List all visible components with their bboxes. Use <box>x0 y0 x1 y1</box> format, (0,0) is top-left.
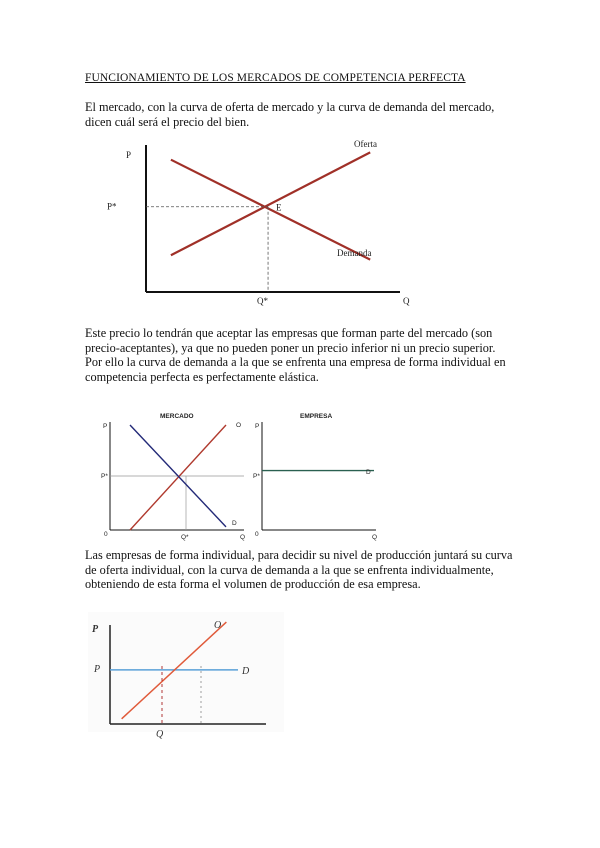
price-label: P* <box>253 473 260 480</box>
supply-label: O <box>214 620 222 631</box>
price-label: P <box>94 664 101 675</box>
page-title: FUNCIONAMIENTO DE LOS MERCADOS DE COMPETENCIA PERFECTA <box>85 72 466 84</box>
empresa-title: EMPRESA <box>300 413 333 420</box>
origin-label: 0 <box>255 531 259 538</box>
x-axis-label: Q <box>240 534 246 541</box>
demand-label: D <box>242 666 250 677</box>
y-axis-label: P <box>255 423 260 430</box>
demand-label: D <box>366 469 371 476</box>
demand-label: D <box>232 520 237 527</box>
equilibrium-price-label: P* <box>107 201 117 212</box>
paragraph-3: Las empresas de forma individual, para decidir su nivel de producción juntará su curva de oferta individual, con la curva de demanda a la que se enfrenta individualmente, obteniendo de esta forma el volumen de producción de esa empresa. <box>85 548 513 592</box>
quantity-label: Q <box>156 729 164 740</box>
origin-label: 0 <box>104 531 108 538</box>
chart-background <box>88 612 284 732</box>
y-axis-label: P <box>103 423 108 430</box>
y-axis-label: P <box>126 150 132 160</box>
demand-label: Demanda <box>337 248 372 258</box>
x-axis-label: Q <box>403 296 410 306</box>
paragraph-2: Este precio lo tendrán que aceptar las empresas que forman parte del mercado (son precio-aceptantes), ya que no pueden poner un precio inferior ni un precio superior. Por ello la curva de demanda a la que se enfrenta una empresa de forma individual en competencia perfecta es perfectamente elástica. <box>85 326 506 385</box>
price-label: P* <box>101 473 108 480</box>
y-axis-label: P <box>92 624 99 635</box>
supply-label: Oferta <box>354 139 377 149</box>
quantity-label: Q* <box>181 534 189 541</box>
x-axis-label: Q <box>372 534 378 541</box>
equilibrium-quantity-label: Q* <box>257 296 269 306</box>
paragraph-1: El mercado, con la curva de oferta de mercado y la curva de demanda del mercado, dicen cuál será el precio del bien. <box>85 100 495 129</box>
mercado-title: MERCADO <box>160 413 194 420</box>
equilibrium-label: E <box>276 202 282 213</box>
supply-label: O <box>236 422 242 429</box>
